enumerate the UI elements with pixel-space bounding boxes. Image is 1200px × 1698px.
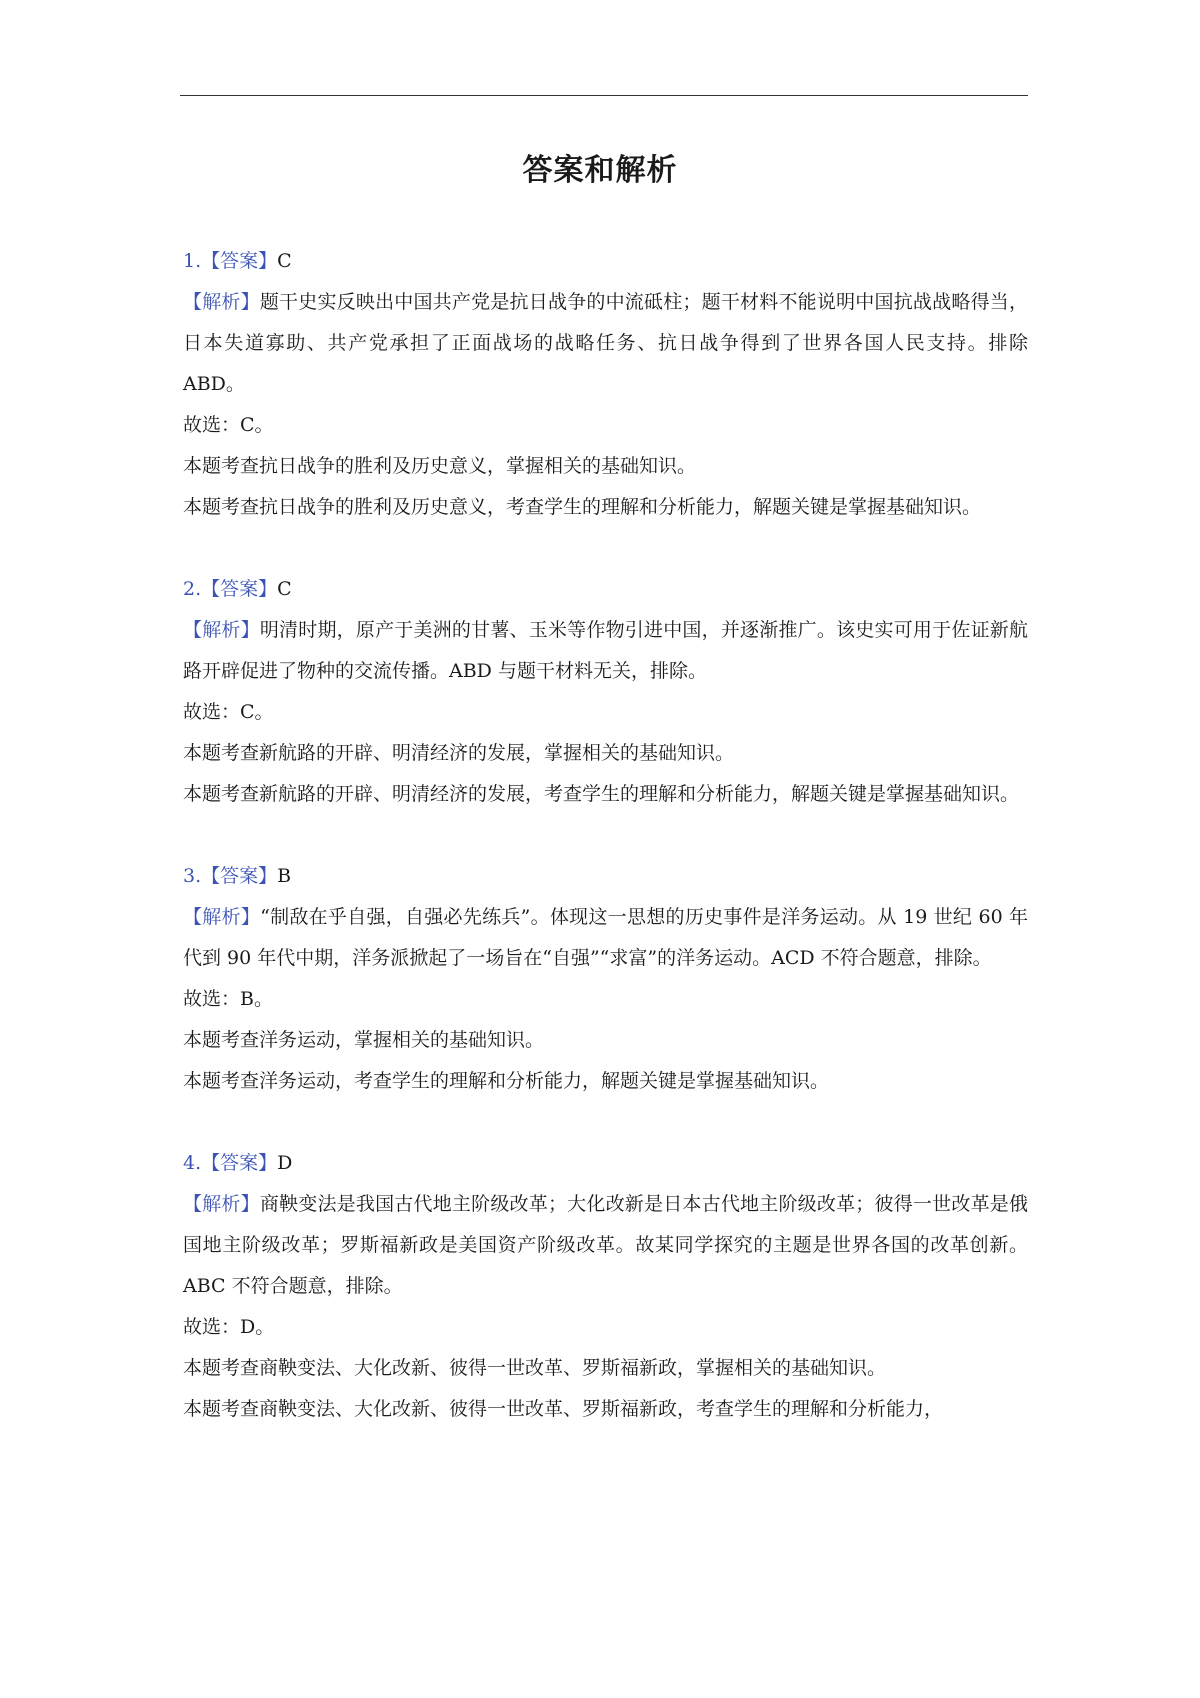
knowledge-point: 本题考查洋务运动，掌握相关的基础知识。	[183, 1029, 545, 1051]
analysis-text: 明清时期，原产于美洲的甘薯、玉米等作物引进中国，并逐渐推广。该史实可用于佐证新航路开辟促进了物种的交流传播。ABD 与题干材料无关，排除。	[183, 619, 1028, 682]
answer-tag: 【答案】	[201, 250, 278, 272]
knowledge-point: 本题考查新航路的开辟、明清经济的发展，掌握相关的基础知识。	[183, 742, 735, 764]
question-number: 4.	[183, 1152, 202, 1174]
question-number: 1.	[183, 250, 202, 272]
question-1	[183, 241, 1028, 528]
analysis-tag: 【解析】	[183, 619, 260, 641]
choice-line: 故选：C。	[183, 414, 274, 436]
comment-paragraph: 本题考查商鞅变法、大化改新、彼得一世改革、罗斯福新政，考查学生的理解和分析能力，	[183, 1398, 944, 1420]
comment-paragraph: 本题考查洋务运动，考查学生的理解和分析能力，解题关键是掌握基础知识。	[183, 1070, 830, 1092]
answer-line	[183, 569, 1028, 610]
question-2	[183, 569, 1028, 815]
analysis-text: 商鞅变法是我国古代地主阶级改革；大化改新是日本古代地主阶级改革；彼得一世改革是俄国地主阶级改革；罗斯福新政是美国资产阶级改革。故某同学探究的主题是世界各国的改革创新。ABC 不符合题意，排除。	[183, 1193, 1028, 1297]
analysis-paragraph	[183, 1184, 1028, 1307]
question-4	[183, 1143, 1028, 1430]
answer-tag: 【答案】	[201, 1152, 278, 1174]
answer-value: C	[277, 250, 292, 272]
question-number: 3.	[183, 865, 202, 887]
answer-tag: 【答案】	[201, 578, 278, 600]
answers-content	[183, 241, 1028, 1471]
question-number: 2.	[183, 578, 202, 600]
answer-line	[183, 241, 1028, 282]
answer-value: C	[277, 578, 292, 600]
choice-line: 故选：B。	[183, 988, 273, 1010]
knowledge-point: 本题考查商鞅变法、大化改新、彼得一世改革、罗斯福新政，掌握相关的基础知识。	[183, 1357, 887, 1379]
question-3	[183, 856, 1028, 1102]
knowledge-point: 本题考查抗日战争的胜利及历史意义，掌握相关的基础知识。	[183, 455, 697, 477]
analysis-paragraph	[183, 897, 1028, 979]
analysis-text: “制敌在乎自强，自强必先练兵”。体现这一思想的历史事件是洋务运动。从 19 世纪 60 年代到 90 年代中期，洋务派掀起了一场旨在“自强”“求富”的洋务运动。ACD 不符合题意，排除。	[183, 906, 1028, 969]
comment-paragraph: 本题考查抗日战争的胜利及历史意义，考查学生的理解和分析能力，解题关键是掌握基础知识。	[183, 496, 982, 518]
comment-paragraph: 本题考查新航路的开辟、明清经济的发展，考查学生的理解和分析能力，解题关键是掌握基础知识。	[183, 783, 1020, 805]
analysis-tag: 【解析】	[183, 1193, 260, 1215]
answer-line	[183, 1143, 1028, 1184]
analysis-tag: 【解析】	[183, 906, 261, 928]
analysis-paragraph	[183, 610, 1028, 692]
header-rule	[180, 95, 1028, 96]
choice-line: 故选：D。	[183, 1316, 275, 1338]
answer-line	[183, 856, 1028, 897]
analysis-text: 题干史实反映出中国共产党是抗日战争的中流砥柱；题干材料不能说明中国抗战战略得当，日本失道寡助、共产党承担了正面战场的战略任务、抗日战争得到了世界各国人民支持。排除 ABD。	[183, 291, 1028, 395]
answer-value: B	[277, 865, 292, 887]
analysis-tag: 【解析】	[183, 291, 260, 313]
analysis-paragraph	[183, 282, 1028, 405]
answer-tag: 【答案】	[201, 865, 278, 887]
choice-line: 故选：C。	[183, 701, 274, 723]
page-title: 答案和解析	[522, 153, 678, 188]
answer-value: D	[277, 1152, 293, 1174]
